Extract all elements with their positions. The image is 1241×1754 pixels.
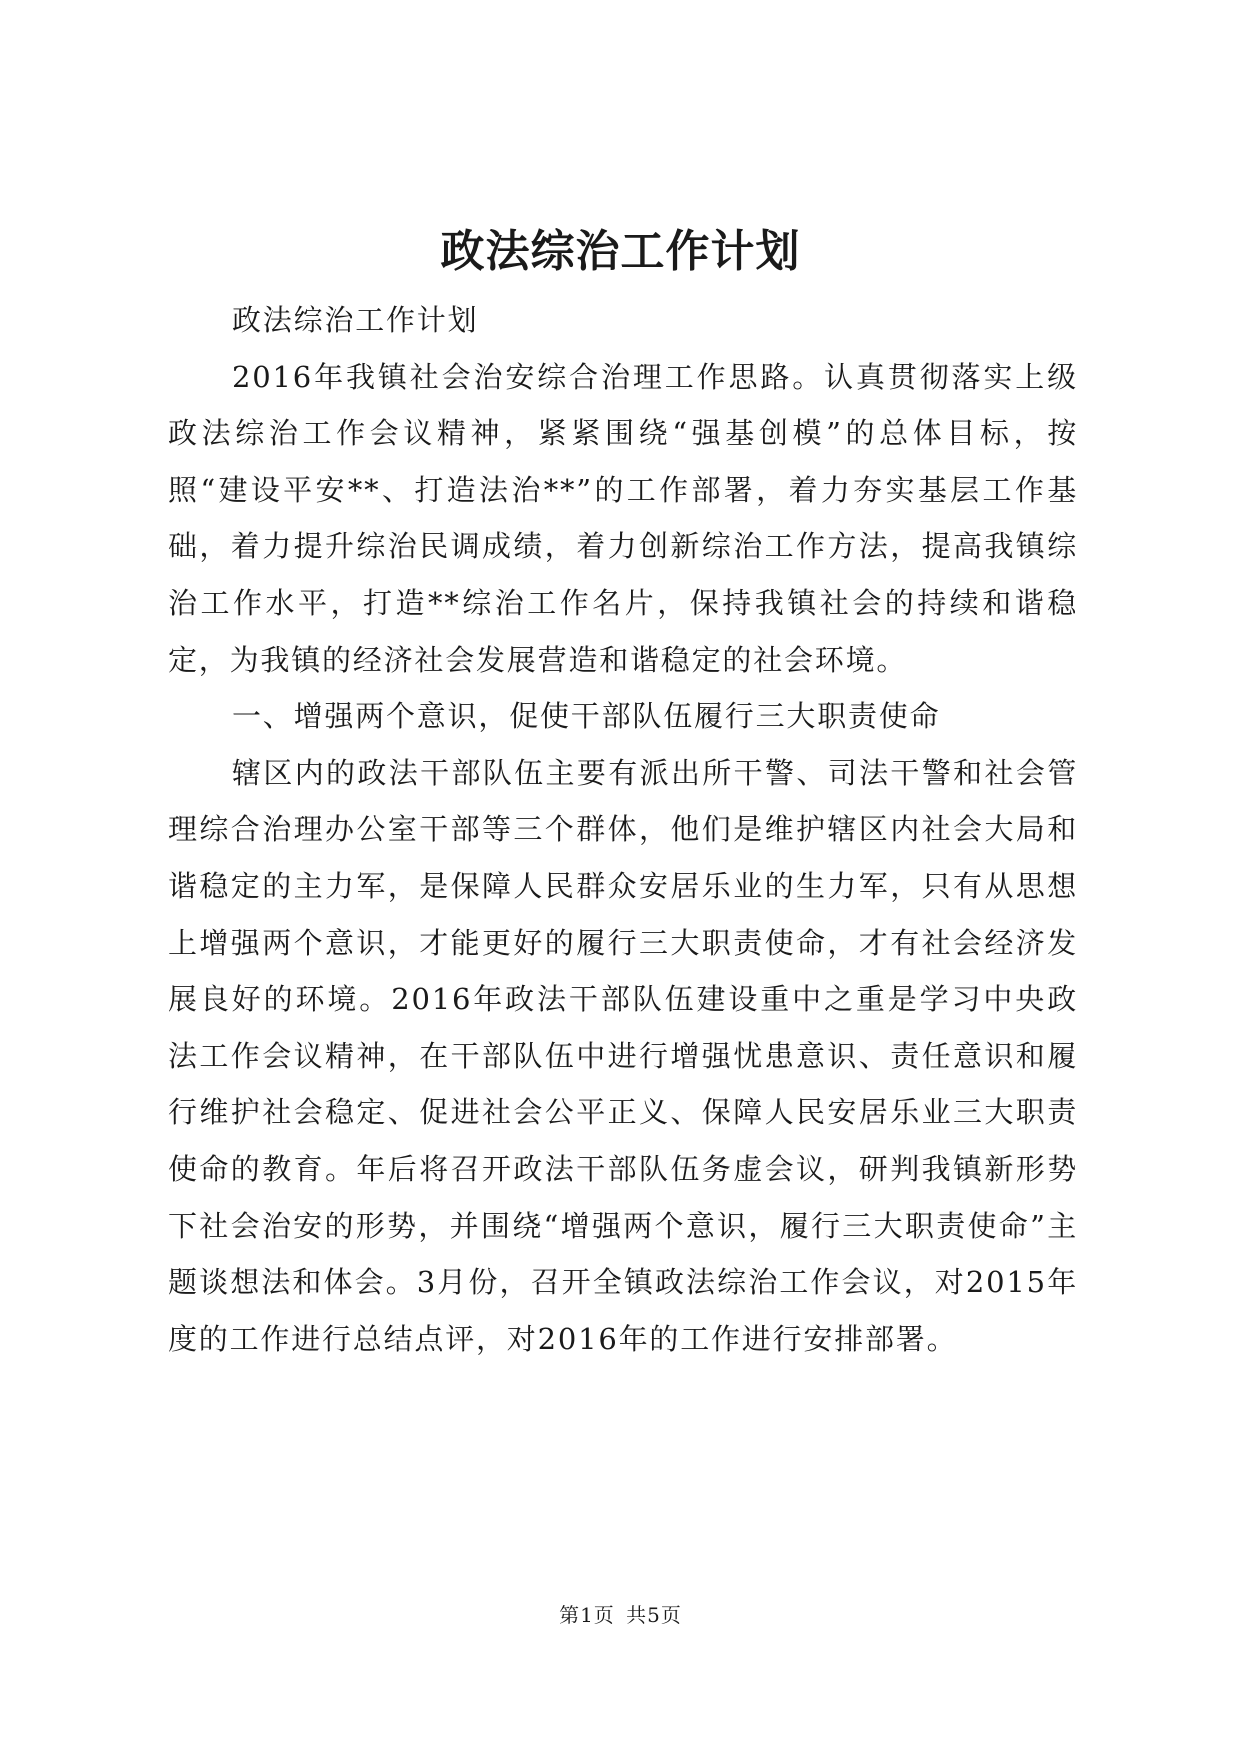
- page-number: 第1页: [559, 1603, 615, 1627]
- paragraph-section-1: 辖区内的政法干部队伍主要有派出所干警、司法干警和社会管理综合治理办公室干部等三个群体，他们是维护辖区内社会大局和谐稳定的主力军，是保障人民群众安居乐业的生力军，只有从思想上增强两个意识，才能更好的履行三大职责使命，才有社会经济发展良好的环境。2016年政法干部队伍建设重中之重是学习中央政法工作会议精神，在干部队伍中进行增强忧患意识、责任意识和履行维护社会稳定、促进社会公平正义、保障人民安居乐业三大职责使命的教育。年后将召开政法干部队伍务虚会议，研判我镇新形势下社会治安的形势，并围绕“增强两个意识，履行三大职责使命”主题谈想法和体会。3月份，召开全镇政法综治工作会议，对2015年度的工作进行总结点评，对2016年的工作进行安排部署。: [168, 755, 1078, 1356]
- document-body: [168, 292, 1078, 1367]
- paragraph-subtitle: 政法综治工作计划: [232, 303, 479, 337]
- section-heading-1: 一、增强两个意识，促使干部队伍履行三大职责使命: [232, 699, 941, 734]
- document-title: 政法综治工作计划: [440, 226, 801, 277]
- page-footer: [0, 1600, 1241, 1630]
- paragraph-intro: 2016年我镇社会治安综合治理工作思路。认真贯彻落实上级政法综治工作会议精神，紧紧围绕“强基创模”的总体目标，按照“建设平安**、打造法治**”的工作部署，着力夯实基层工作基础，着力提升综治民调成绩，着力创新综治工作方法，提高我镇综治工作水平，打造**综治工作名片，保持我镇社会的持续和谐稳定，为我镇的经济社会发展营造和谐稳定的社会环境。: [168, 359, 1078, 677]
- page-total: 共5页: [626, 1603, 682, 1627]
